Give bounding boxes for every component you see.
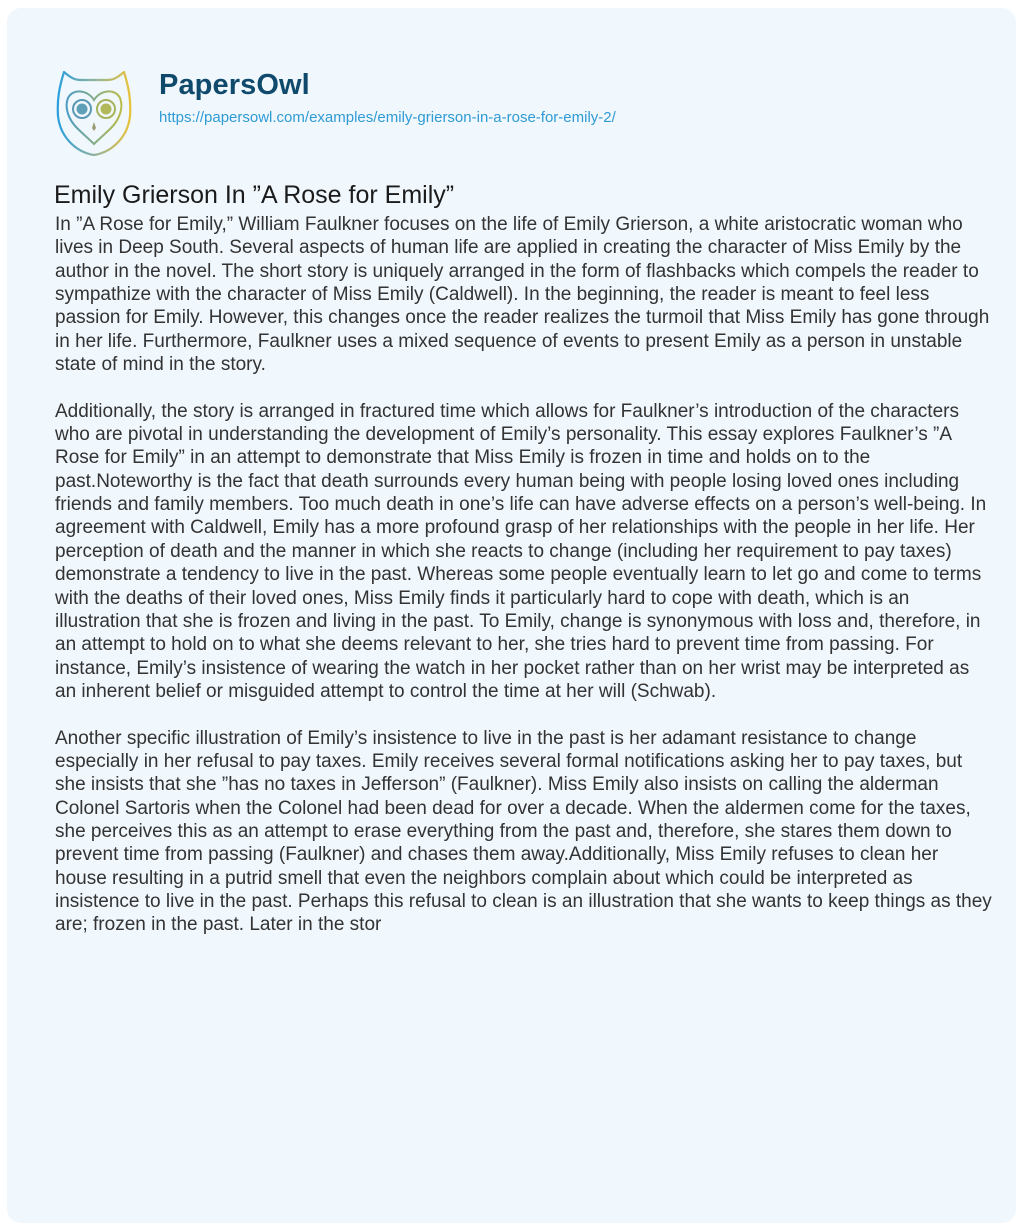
- essay-paragraph-2: Additionally, the story is arranged in fractured time which allows for Faulkner’s introduction of the characters who are pivotal in understanding the development of Emily’s personality. This essay explores Faulkner’s ”A Rose for Emily” in an attempt to demonstrate that Miss Emily is frozen in time and holds on to the past.Noteworthy is the fact that death surrounds every human being with people losing loved ones including friends and family members. Too much death in one’s life can have adverse effects on a person’s well-being. In agreement with Caldwell, Emily has a more profound grasp of her relationships with the people in her life. Her perception of death and the manner in which she reacts to change (including her requirement to pay taxes) demonstrate a tendency to live in the past. Whereas some people eventually learn to let go and come to terms with the deaths of their loved ones, Miss Emily finds it particularly hard to cope with death, which is an illustration that she is frozen and living in the past. To Emily, change is synonymous with loss and, therefore, in an attempt to hold on to what she deems relevant to her, she tries hard to prevent time from passing. For instance, Emily’s insistence of wearing the watch in her pocket rather than on her wrist may be interpreted as an inherent belief or misguided attempt to control the time at her will (Schwab).: [55, 400, 987, 702]
- essay-title: Emily Grierson In ”A Rose for Emily”: [54, 181, 455, 209]
- essay-paragraph-1: In ”A Rose for Emily,” William Faulkner focuses on the life of Emily Grierson, a white aristocratic woman who lives in Deep South. Several aspects of human life are applied in creating the character of Miss Emily by the author in the novel. The short story is uniquely arranged in the form of flashbacks which compels the reader to sympathize with the character of Miss Emily (Caldwell). In the beginning, the reader is meant to feel less passion for Emily. However, this changes once the reader realizes the turmoil that Miss Emily has gone through in her life. Furthermore, Faulkner uses a mixed sequence of events to present Emily as a person in unstable state of mind in the story.: [55, 214, 990, 376]
- document-card: [7, 8, 1016, 1223]
- owl-logo-icon: [55, 68, 133, 156]
- essay-paragraph-3: Another specific illustration of Emily’s insistence to live in the past is her adamant resistance to change especially in her refusal to pay taxes. Emily receives several formal notifications asking her to pay taxes, but she insists that she ”has no taxes in Jefferson” (Faulkner). Miss Emily also insists on calling the alderman Colonel Sartoris when the Colonel had been dead for over a decade. When the aldermen come for the taxes, she perceives this as an attempt to erase everything from the past and, therefore, she stares them down to prevent time from passing (Faulkner) and chases them away.Additionally, Miss Emily refuses to clean her house resulting in a putrid smell that even the neighbors complain about which could be interpreted as insistence to live in the past. Perhaps this refusal to clean is an illustration that she wants to keep things as they are; frozen in the past. Later in the stor: [55, 727, 992, 936]
- source-url-link[interactable]: https://papersowl.com/examples/emily-grierson-in-a-rose-for-emily-2/: [159, 109, 616, 126]
- essay-body: [55, 213, 995, 937]
- brand-name[interactable]: PapersOwl: [159, 69, 310, 101]
- brand-block: [159, 68, 616, 127]
- site-header: [55, 68, 616, 160]
